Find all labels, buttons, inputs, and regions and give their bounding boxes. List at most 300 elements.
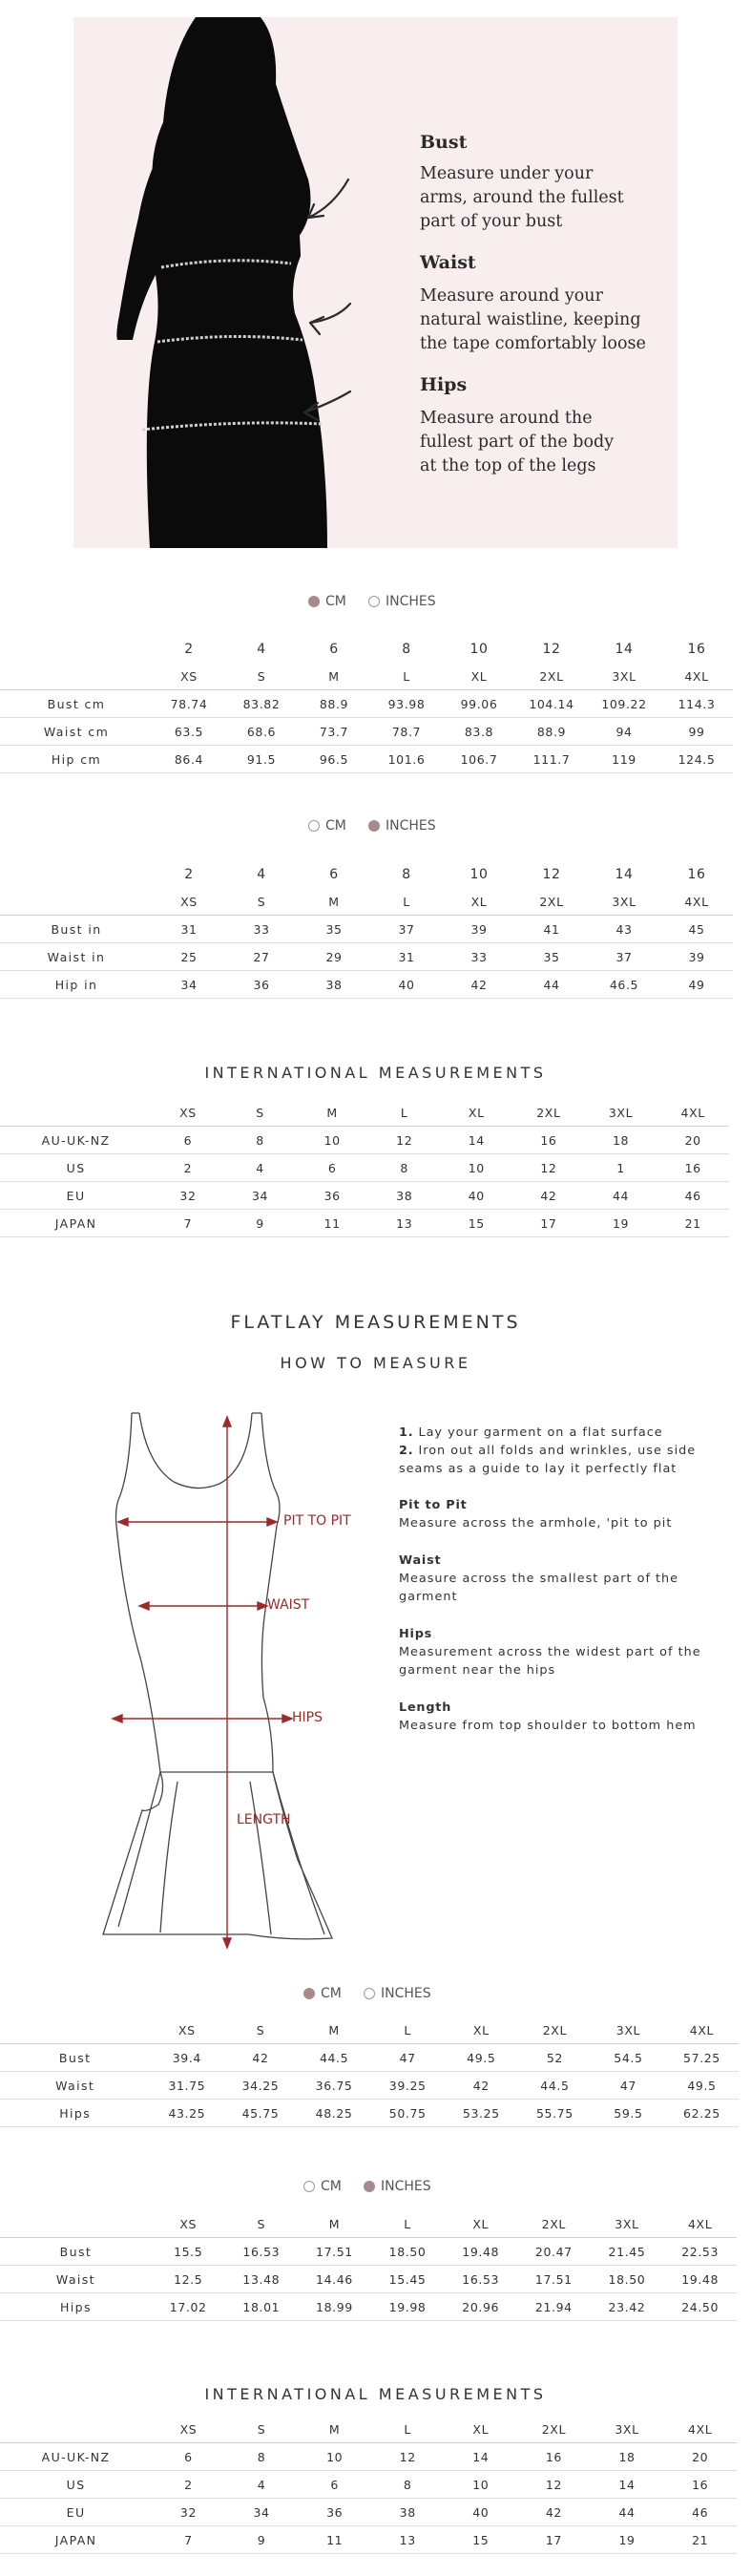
international-size-table: [0, 1099, 729, 1237]
size-label: XL: [444, 2210, 517, 2238]
table-cell: 111.7: [515, 746, 588, 773]
size-number: 8: [402, 642, 411, 657]
row-label-empty: [0, 636, 153, 663]
radio-selected-icon[interactable]: [364, 2181, 375, 2192]
table-cell: 18.99: [298, 2293, 371, 2321]
size-label: L: [368, 1099, 441, 1127]
table-cell: 88.9: [298, 690, 370, 718]
table-cell: 25: [153, 943, 225, 971]
size-label: XS: [152, 2210, 225, 2238]
table-cell: 39.25: [371, 2072, 445, 2100]
table-cell: 43: [588, 916, 660, 943]
table-cell: 17.51: [298, 2238, 371, 2266]
size-label: M: [298, 2016, 371, 2044]
row-label: EU: [0, 1182, 152, 1210]
table-cell: 12: [368, 1127, 441, 1154]
table-cell: 21: [657, 1210, 729, 1237]
table-cell: 4: [225, 2471, 299, 2499]
row-label: EU: [0, 2499, 152, 2526]
flatlay-size-table-cm: [0, 2016, 739, 2127]
table-cell: 18.50: [371, 2238, 445, 2266]
cm-option[interactable]: CM: [308, 816, 346, 835]
step-2-instruction: 2. Iron out all folds and wrinkles, use side seams as a guide to lay it perfectly flat: [399, 1444, 697, 1476]
table-cell: 12: [371, 2443, 445, 2471]
size-label: 4XL: [660, 888, 733, 916]
table-cell: 8: [225, 2443, 299, 2471]
table-cell: 99.06: [443, 690, 515, 718]
table-cell: 13: [368, 1210, 441, 1237]
hips-diagram-label: HIPS: [292, 1710, 323, 1725]
size-label: M: [298, 2416, 371, 2443]
table-cell: 78.7: [370, 718, 443, 746]
table-cell: 83.8: [443, 718, 515, 746]
table-cell: 17: [517, 2526, 591, 2554]
table-cell: 44.5: [518, 2072, 592, 2100]
size-header-row: [0, 663, 733, 690]
table-cell: 101.6: [370, 746, 443, 773]
unit-toggle-body-in: [0, 816, 751, 835]
size-label: 4XL: [663, 2416, 737, 2443]
table-cell: 18.50: [591, 2266, 664, 2293]
table-cell: 11: [296, 1210, 368, 1237]
size-label: XS: [150, 2016, 223, 2044]
table-cell: 49: [660, 971, 733, 999]
size-number-row: [0, 636, 733, 663]
table-cell: 34: [224, 1182, 297, 1210]
size-number: 12: [542, 642, 561, 657]
table-cell: 52: [518, 2044, 592, 2072]
table-cell: 41: [515, 916, 588, 943]
table-cell: 24.50: [663, 2293, 737, 2321]
table-cell: 8: [368, 1154, 441, 1182]
size-label: XL: [440, 1099, 512, 1127]
body-size-table-cm: [0, 636, 733, 773]
table-cell: 16: [657, 1154, 729, 1182]
row-label: US: [0, 1154, 152, 1182]
row-label: Hips: [0, 2293, 152, 2321]
unit-toggle-flat-cm: [0, 1984, 751, 2003]
table-cell: 6: [152, 1127, 224, 1154]
table-cell: 17.51: [517, 2266, 591, 2293]
inches-option[interactable]: INCHES: [368, 592, 436, 611]
table-cell: 15.45: [371, 2266, 445, 2293]
size-header-row: [0, 888, 733, 916]
row-label: Waist: [0, 2072, 150, 2100]
table-cell: 10: [298, 2443, 371, 2471]
table-cell: 9: [225, 2526, 299, 2554]
international-measurements-title: INTERNATIONAL MEASUREMENTS: [204, 1064, 547, 1082]
table-cell: 19: [585, 1210, 657, 1237]
table-cell: 10: [440, 1154, 512, 1182]
table-cell: 32: [152, 2499, 225, 2526]
table-cell: 43.25: [150, 2100, 223, 2127]
table-cell: 88.9: [515, 718, 588, 746]
table-cell: 59.5: [592, 2100, 665, 2127]
table-cell: 31: [370, 943, 443, 971]
table-row: [0, 1210, 729, 1237]
table-cell: 9: [224, 1210, 297, 1237]
cm-option[interactable]: CM: [308, 592, 346, 611]
table-cell: 4: [224, 1154, 297, 1182]
row-label-empty: [0, 2016, 150, 2044]
table-cell: 8: [224, 1127, 297, 1154]
size-number: 4: [257, 867, 266, 882]
table-cell: 46: [657, 1182, 729, 1210]
row-label: AU-UK-NZ: [0, 1127, 152, 1154]
table-cell: 15: [440, 1210, 512, 1237]
table-cell: 40: [440, 1182, 512, 1210]
size-label: 3XL: [591, 2416, 664, 2443]
table-row: [0, 2072, 739, 2100]
table-cell: 13: [371, 2526, 445, 2554]
table-row: [0, 1154, 729, 1182]
hips-instruction: Hips Measurement across the widest part of the garment near the hips: [399, 1627, 701, 1678]
table-cell: 31.75: [150, 2072, 223, 2100]
table-cell: 16: [517, 2443, 591, 2471]
size-label: M: [296, 1099, 368, 1127]
table-cell: 17.02: [152, 2293, 225, 2321]
table-row: [0, 718, 733, 746]
waist-heading: Waist: [420, 252, 476, 273]
row-label: US: [0, 2471, 152, 2499]
size-label: XL: [443, 663, 515, 690]
size-label: 2XL: [512, 1099, 585, 1127]
size-number: 14: [615, 867, 634, 882]
table-cell: 16.53: [444, 2266, 517, 2293]
inches-option[interactable]: INCHES: [364, 1984, 431, 2003]
cm-option[interactable]: CM: [303, 2177, 342, 2196]
cm-option[interactable]: CM: [303, 1984, 342, 2003]
table-cell: 34: [225, 2499, 299, 2526]
size-number: 12: [542, 867, 561, 882]
table-cell: 34: [153, 971, 225, 999]
size-label: XL: [445, 2016, 518, 2044]
table-row: [0, 1127, 729, 1154]
table-cell: 36: [298, 2499, 371, 2526]
size-label: L: [370, 888, 443, 916]
table-cell: 12.5: [152, 2266, 225, 2293]
size-label: S: [224, 1099, 297, 1127]
inches-option[interactable]: INCHES: [364, 2177, 431, 2196]
table-cell: 40: [370, 971, 443, 999]
table-cell: 19: [591, 2526, 664, 2554]
table-row: [0, 971, 733, 999]
row-label: JAPAN: [0, 1210, 152, 1237]
size-label: S: [223, 2016, 297, 2044]
size-label: 3XL: [588, 888, 660, 916]
row-label-empty: [0, 2210, 152, 2238]
hips-heading: Hips: [420, 374, 468, 395]
pit-to-pit-instruction: Pit to Pit Measure across the armhole, 'pit to pit: [399, 1498, 673, 1531]
hips-description: Measure around the fullest part of the body at the top of the legs: [420, 409, 615, 475]
table-cell: 32: [152, 1182, 224, 1210]
table-cell: 47: [592, 2072, 665, 2100]
size-label: XS: [153, 888, 225, 916]
size-label: 3XL: [585, 1099, 657, 1127]
table-row: [0, 916, 733, 943]
size-label: M: [298, 663, 370, 690]
size-number: 16: [687, 642, 706, 657]
size-label: 2XL: [517, 2210, 591, 2238]
size-label: 4XL: [663, 2210, 737, 2238]
waist-instruction: Waist Measure across the smallest part of the garment: [399, 1553, 679, 1604]
dress-outline-illustration: [61, 1411, 366, 1955]
table-cell: 42: [223, 2044, 297, 2072]
row-label: Hip in: [0, 971, 153, 999]
table-cell: 42: [445, 2072, 518, 2100]
table-cell: 49.5: [665, 2072, 739, 2100]
table-cell: 2: [152, 1154, 224, 1182]
table-cell: 2: [152, 2471, 225, 2499]
table-cell: 36: [225, 971, 298, 999]
size-label: L: [371, 2210, 445, 2238]
table-cell: 16.53: [225, 2238, 299, 2266]
size-number: 2: [184, 642, 194, 657]
table-cell: 46.5: [588, 971, 660, 999]
length-diagram-label: LENGTH: [237, 1812, 291, 1827]
table-cell: 10: [444, 2471, 517, 2499]
table-row: [0, 943, 733, 971]
row-label-empty: [0, 861, 153, 888]
size-number: 6: [329, 642, 339, 657]
table-cell: 104.14: [515, 690, 588, 718]
unit-toggle-flat-in: [0, 2177, 751, 2196]
row-label: Bust in: [0, 916, 153, 943]
size-label: 4XL: [660, 663, 733, 690]
table-row: [0, 2526, 737, 2554]
table-cell: 42: [443, 971, 515, 999]
table-cell: 109.22: [588, 690, 660, 718]
table-cell: 42: [512, 1182, 585, 1210]
table-row: [0, 2293, 737, 2321]
table-cell: 21: [663, 2526, 737, 2554]
size-label: 3XL: [591, 2210, 664, 2238]
flatlay-title: FLATLAY MEASUREMENTS: [230, 1312, 521, 1333]
size-number: 16: [687, 867, 706, 882]
table-cell: 50.75: [371, 2100, 445, 2127]
table-cell: 14: [440, 1127, 512, 1154]
table-cell: 23.42: [591, 2293, 664, 2321]
table-cell: 19.98: [371, 2293, 445, 2321]
table-cell: 36: [296, 1182, 368, 1210]
table-cell: 48.25: [298, 2100, 371, 2127]
size-number-row: [0, 861, 733, 888]
table-cell: 20.96: [444, 2293, 517, 2321]
table-cell: 119: [588, 746, 660, 773]
table-row: [0, 2471, 737, 2499]
table-cell: 44: [591, 2499, 664, 2526]
row-label-empty: [0, 1099, 152, 1127]
pit-to-pit-diagram-label: PIT TO PIT: [283, 1513, 351, 1529]
table-cell: 22.53: [663, 2238, 737, 2266]
table-cell: 6: [152, 2443, 225, 2471]
radio-selected-icon[interactable]: [303, 1988, 315, 1999]
row-label-empty: [0, 2416, 152, 2443]
waist-description: Measure around your natural waistline, keeping the tape comfortably loose: [420, 286, 646, 353]
size-number: 14: [615, 642, 634, 657]
table-cell: 19.48: [444, 2238, 517, 2266]
measurement-guide-image: [73, 17, 678, 548]
table-cell: 38: [298, 971, 370, 999]
table-row: [0, 2443, 737, 2471]
table-cell: 39: [443, 916, 515, 943]
row-label: Waist: [0, 2266, 152, 2293]
size-label: 2XL: [515, 888, 588, 916]
table-cell: 33: [225, 916, 298, 943]
table-row: [0, 2266, 737, 2293]
table-cell: 12: [517, 2471, 591, 2499]
table-cell: 36.75: [298, 2072, 371, 2100]
table-cell: 33: [443, 943, 515, 971]
table-cell: 83.82: [225, 690, 298, 718]
table-cell: 44: [585, 1182, 657, 1210]
table-cell: 15: [444, 2526, 517, 2554]
table-cell: 94: [588, 718, 660, 746]
table-cell: 47: [371, 2044, 445, 2072]
table-cell: 16: [512, 1127, 585, 1154]
row-label: Waist cm: [0, 718, 153, 746]
table-cell: 17: [512, 1210, 585, 1237]
table-cell: 6: [296, 1154, 368, 1182]
table-cell: 7: [152, 1210, 224, 1237]
radio-unselected-icon[interactable]: [364, 1988, 375, 1999]
row-label: Bust cm: [0, 690, 153, 718]
size-label: S: [225, 663, 298, 690]
table-cell: 62.25: [665, 2100, 739, 2127]
table-cell: 39: [660, 943, 733, 971]
flatlay-dress-diagram: [61, 1411, 366, 1955]
size-label: XL: [444, 2416, 517, 2443]
step-1-instruction: 1. Lay your garment on a flat surface: [399, 1425, 663, 1440]
size-label: L: [371, 2416, 445, 2443]
size-header-row: [0, 2210, 737, 2238]
table-cell: 18: [585, 1127, 657, 1154]
size-label: 4XL: [657, 1099, 729, 1127]
row-label: Hip cm: [0, 746, 153, 773]
table-cell: 27: [225, 943, 298, 971]
table-cell: 10: [296, 1127, 368, 1154]
row-label: Bust: [0, 2044, 150, 2072]
size-header-row: [0, 2016, 739, 2044]
table-cell: 124.5: [660, 746, 733, 773]
row-label: Hips: [0, 2100, 150, 2127]
table-cell: 35: [515, 943, 588, 971]
size-header-row: [0, 2416, 737, 2443]
table-cell: 15.5: [152, 2238, 225, 2266]
table-cell: 38: [371, 2499, 445, 2526]
inches-option[interactable]: INCHES: [368, 816, 436, 835]
size-label: L: [370, 663, 443, 690]
size-label: XS: [153, 663, 225, 690]
table-cell: 57.25: [665, 2044, 739, 2072]
table-cell: 21.45: [591, 2238, 664, 2266]
table-cell: 54.5: [592, 2044, 665, 2072]
table-cell: 14: [444, 2443, 517, 2471]
table-cell: 20: [657, 1127, 729, 1154]
table-cell: 6: [298, 2471, 371, 2499]
table-row: [0, 1182, 729, 1210]
size-label: M: [298, 2210, 371, 2238]
radio-unselected-icon[interactable]: [308, 820, 320, 832]
table-cell: 39.4: [150, 2044, 223, 2072]
table-cell: 8: [371, 2471, 445, 2499]
table-cell: 53.25: [445, 2100, 518, 2127]
size-header-row: [0, 1099, 729, 1127]
row-label-empty: [0, 888, 153, 916]
size-label: XS: [152, 2416, 225, 2443]
table-cell: 78.74: [153, 690, 225, 718]
table-cell: 96.5: [298, 746, 370, 773]
size-number: 8: [402, 867, 411, 882]
table-cell: 38: [368, 1182, 441, 1210]
row-label: Bust: [0, 2238, 152, 2266]
bust-heading: Bust: [420, 132, 468, 153]
table-row: [0, 2044, 739, 2072]
table-cell: 68.6: [225, 718, 298, 746]
table-row: [0, 2100, 739, 2127]
table-cell: 86.4: [153, 746, 225, 773]
size-number: 10: [469, 867, 489, 882]
table-cell: 45: [660, 916, 733, 943]
radio-selected-icon[interactable]: [368, 820, 380, 832]
radio-unselected-icon[interactable]: [368, 596, 380, 607]
table-cell: 37: [370, 916, 443, 943]
table-row: [0, 690, 733, 718]
size-label: 2XL: [518, 2016, 592, 2044]
bust-description: Measure under your arms, around the fullest part of your bust: [420, 164, 624, 231]
size-label: S: [225, 888, 298, 916]
table-cell: 114.3: [660, 690, 733, 718]
table-cell: 12: [512, 1154, 585, 1182]
table-cell: 34.25: [223, 2072, 297, 2100]
row-label: Waist in: [0, 943, 153, 971]
size-label: S: [225, 2210, 299, 2238]
radio-selected-icon[interactable]: [308, 596, 320, 607]
table-cell: 44: [515, 971, 588, 999]
table-cell: 55.75: [518, 2100, 592, 2127]
table-cell: 91.5: [225, 746, 298, 773]
size-number: 6: [329, 867, 339, 882]
table-row: [0, 2238, 737, 2266]
length-instruction: Length Measure from top shoulder to bottom hem: [399, 1700, 697, 1733]
table-cell: 31: [153, 916, 225, 943]
table-cell: 46: [663, 2499, 737, 2526]
row-label: JAPAN: [0, 2526, 152, 2554]
table-cell: 35: [298, 916, 370, 943]
unit-toggle-body-cm: [0, 592, 751, 611]
size-label: 3XL: [588, 663, 660, 690]
size-label: 3XL: [592, 2016, 665, 2044]
size-number: 4: [257, 642, 266, 657]
flatlay-size-table-inches: [0, 2210, 737, 2321]
table-row: [0, 746, 733, 773]
table-cell: 63.5: [153, 718, 225, 746]
table-cell: 20.47: [517, 2238, 591, 2266]
table-cell: 19.48: [663, 2266, 737, 2293]
table-row: [0, 2499, 737, 2526]
how-to-measure-subtitle: HOW TO MEASURE: [280, 1354, 471, 1372]
table-cell: 18: [591, 2443, 664, 2471]
size-number: 2: [184, 867, 194, 882]
size-label: M: [298, 888, 370, 916]
radio-unselected-icon[interactable]: [303, 2181, 315, 2192]
size-label: XS: [152, 1099, 224, 1127]
international-size-table: [0, 2416, 737, 2554]
table-cell: 20: [663, 2443, 737, 2471]
waist-diagram-label: WAIST: [267, 1597, 310, 1613]
table-cell: 73.7: [298, 718, 370, 746]
table-cell: 1: [585, 1154, 657, 1182]
